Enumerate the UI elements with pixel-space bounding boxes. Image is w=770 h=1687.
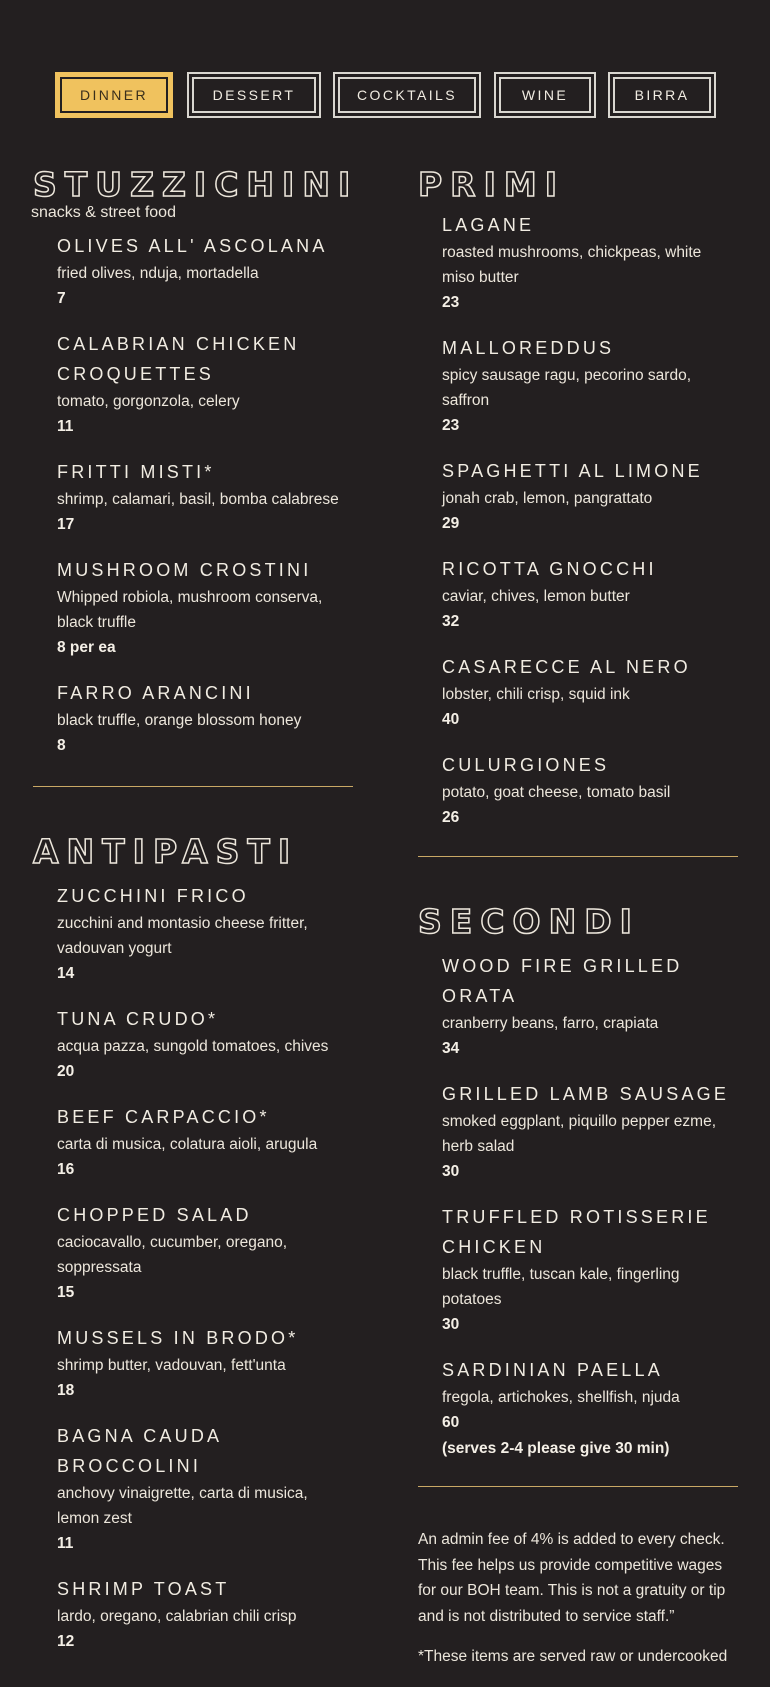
item-description: shrimp butter, vadouvan, fett'unta (57, 1357, 286, 1374)
tab-birra-label: BIRRA (634, 87, 690, 103)
left-column (31, 160, 359, 1672)
tab-birra[interactable] (608, 72, 716, 118)
item-price: 34 (442, 1040, 460, 1057)
item-description: anchovy vinaigrette, carta di musica, lemon zest (57, 1485, 308, 1527)
item-name: TRUFFLED ROTISSERIE CHICKEN (442, 1207, 711, 1257)
menu-item (442, 554, 738, 635)
menu-item (57, 1421, 353, 1557)
item-name: CULURGIONES (442, 755, 610, 775)
item-description: smoked eggplant, piquillo pepper ezme, herb salad (442, 1113, 717, 1155)
item-name: BEEF CARPACCIO* (57, 1107, 270, 1127)
right-column (418, 160, 738, 1685)
tab-cocktails[interactable] (333, 72, 481, 118)
section-title: ANTIPASTI (33, 832, 299, 871)
menu-item (442, 1202, 738, 1338)
item-price: 8 (57, 737, 66, 754)
item-name: CALABRIAN CHICKEN CROQUETTES (57, 334, 300, 384)
item-name: MUSSELS IN BRODO* (57, 1328, 299, 1348)
section-antipasti (33, 827, 353, 1655)
menu-item (442, 951, 738, 1062)
section-secondi (418, 897, 738, 1462)
item-description: lobster, chili crisp, squid ink (442, 686, 630, 703)
item-price: 23 (442, 294, 460, 311)
item-price: 20 (57, 1063, 75, 1080)
item-price: 29 (442, 515, 460, 532)
tab-dinner[interactable] (55, 72, 173, 118)
item-name: RICOTTA GNOCCHI (442, 559, 657, 579)
item-price: 18 (57, 1382, 75, 1399)
section-divider (418, 856, 738, 857)
item-name: ZUCCHINI FRICO (57, 886, 249, 906)
menu-item (57, 1004, 353, 1085)
section-title: SECONDI (418, 902, 640, 941)
item-description: acqua pazza, sungold tomatoes, chives (57, 1038, 329, 1055)
item-price: 40 (442, 711, 460, 728)
item-name: MALLOREDDUS (442, 338, 615, 358)
item-name: CASARECCE AL NERO (442, 657, 691, 677)
item-note: (serves 2-4 please give 30 min) (442, 1440, 670, 1457)
tab-dessert-label: DESSERT (212, 87, 296, 103)
menu-item (442, 1355, 738, 1462)
item-price: 30 (442, 1316, 460, 1333)
item-price: 14 (57, 965, 75, 982)
section-divider (33, 786, 353, 787)
menu-item (57, 881, 353, 987)
item-price: 12 (57, 1633, 75, 1650)
menu-item (57, 1323, 353, 1404)
item-name: CHOPPED SALAD (57, 1205, 252, 1225)
item-name: GRILLED LAMB SAUSAGE (442, 1084, 730, 1104)
section-title: STUZZICHINI (33, 165, 359, 204)
item-name: TUNA CRUDO* (57, 1009, 219, 1029)
item-name: OLIVES ALL' ASCOLANA (57, 236, 328, 256)
menu-item (442, 210, 738, 316)
menu-items (33, 881, 353, 1655)
menu-item (442, 456, 738, 537)
item-description: caciocavallo, cucumber, oregano, soppressata (57, 1234, 288, 1276)
item-name: FARRO ARANCINI (57, 683, 254, 703)
section-title: PRIMI (418, 165, 565, 204)
menu-items (418, 210, 738, 831)
menu-item (57, 1200, 353, 1306)
item-name: MUSHROOM CROSTINI (57, 560, 312, 580)
tab-dinner-label: DINNER (79, 87, 149, 103)
section-divider (418, 1486, 738, 1487)
menu-item (57, 555, 353, 661)
menu-item (57, 231, 353, 312)
item-price: 60 (442, 1414, 460, 1431)
section-primi (418, 160, 738, 831)
item-description: lardo, oregano, calabrian chili crisp (57, 1608, 297, 1625)
item-name: SARDINIAN PAELLA (442, 1360, 663, 1380)
item-description: caviar, chives, lemon butter (442, 588, 630, 605)
item-price: 17 (57, 516, 75, 533)
menu-item (57, 457, 353, 538)
item-description: fried olives, nduja, mortadella (57, 265, 259, 282)
item-price: 26 (442, 809, 460, 826)
item-description: black truffle, tuscan kale, fingerling potatoes (442, 1266, 680, 1308)
item-price: 15 (57, 1284, 75, 1301)
item-description: tomato, gorgonzola, celery (57, 393, 240, 410)
tab-wine-label: WINE (521, 87, 569, 103)
raw-items-notice: *These items are served raw or undercooked (418, 1648, 728, 1665)
item-name: WOOD FIRE GRILLED ORATA (442, 956, 683, 1006)
item-price: 23 (442, 417, 460, 434)
menu-item (57, 329, 353, 440)
menu-item (442, 333, 738, 439)
menu-item (57, 678, 353, 759)
item-description: shrimp, calamari, basil, bomba calabrese (57, 491, 339, 508)
item-name: SHRIMP TOAST (57, 1579, 230, 1599)
item-price: 32 (442, 613, 460, 630)
menu-item (442, 652, 738, 733)
footer-notes (418, 1527, 738, 1670)
admin-fee-note: An admin fee of 4% is added to every check. This fee helps us provide competitive wages for our BOH team. This is not a gratuity or tip and is not distributed to service staff.” (418, 1531, 726, 1625)
item-description: jonah crab, lemon, pangrattato (442, 490, 653, 507)
item-price: 16 (57, 1161, 75, 1178)
item-description: roasted mushrooms, chickpeas, white miso butter (442, 244, 702, 286)
tab-cocktails-label: COCKTAILS (357, 87, 457, 103)
menu-item (57, 1102, 353, 1183)
item-description: fregola, artichokes, shellfish, njuda (442, 1389, 680, 1406)
item-name: FRITTI MISTI* (57, 462, 215, 482)
item-description: potato, goat cheese, tomato basil (442, 784, 671, 801)
item-description: carta di musica, colatura aioli, arugula (57, 1136, 318, 1153)
item-price: 8 per ea (57, 639, 116, 656)
tab-wine[interactable] (494, 72, 596, 118)
item-price: 11 (57, 418, 74, 435)
item-name: BAGNA CAUDA BROCCOLINI (57, 1426, 222, 1476)
item-description: black truffle, orange blossom honey (57, 712, 302, 729)
item-description: cranberry beans, farro, crapiata (442, 1015, 659, 1032)
menu-items (33, 231, 353, 759)
menu-items (418, 951, 738, 1462)
item-description: Whipped robiola, mushroom conserva, black truffle (57, 589, 323, 631)
menu-item (442, 1079, 738, 1185)
item-description: zucchini and montasio cheese fritter, vadouvan yogurt (57, 915, 308, 957)
tab-dessert[interactable] (187, 72, 321, 118)
item-description: spicy sausage ragu, pecorino sardo, saffron (442, 367, 692, 409)
item-price: 11 (57, 1535, 74, 1552)
section-subtitle: snacks & street food (31, 204, 176, 221)
item-name: SPAGHETTI AL LIMONE (442, 461, 703, 481)
section-stuzzichini (31, 160, 359, 759)
item-name: LAGANE (442, 215, 535, 235)
item-price: 30 (442, 1163, 460, 1180)
menu-item (57, 1574, 353, 1655)
menu-item (442, 750, 738, 831)
item-price: 7 (57, 290, 66, 307)
